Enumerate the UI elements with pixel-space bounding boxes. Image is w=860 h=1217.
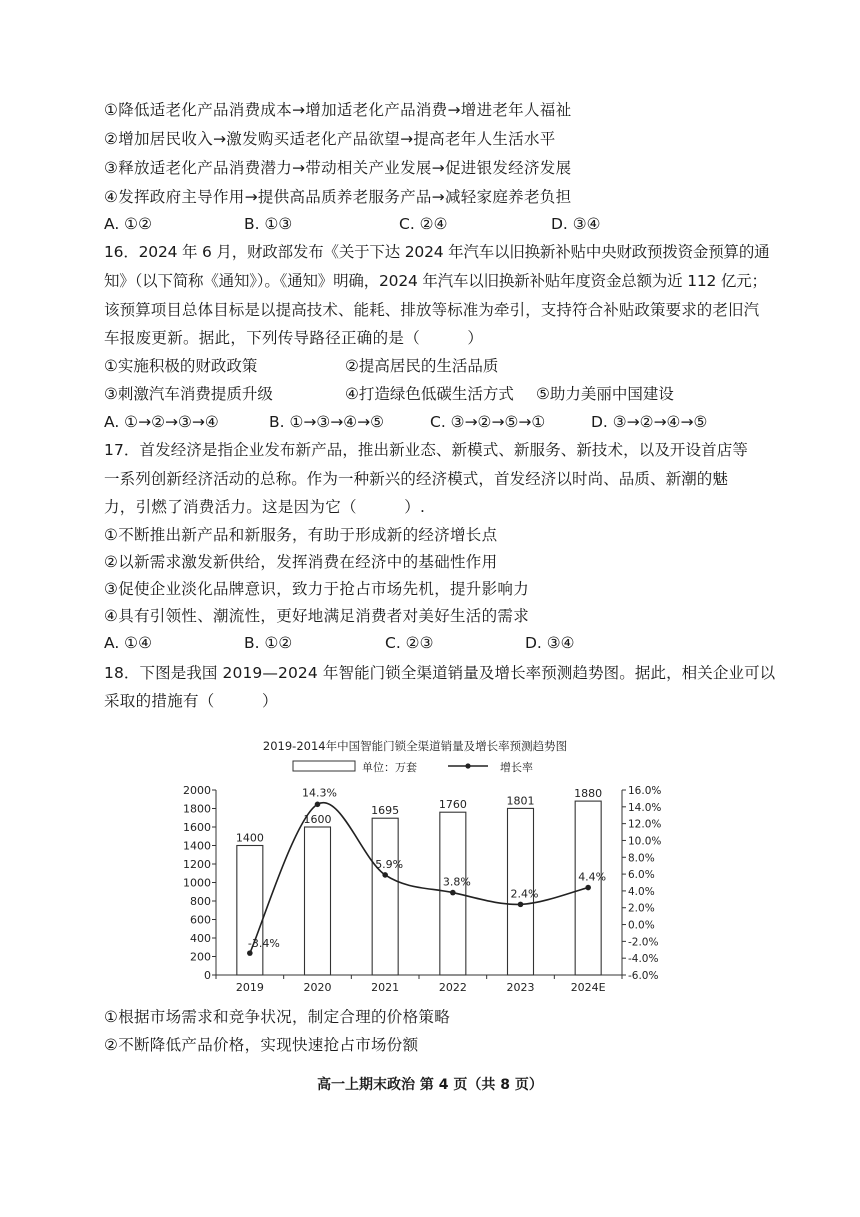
- sales-growth-chart: [170, 728, 690, 998]
- legend-line-label: 增长率: [500, 761, 533, 774]
- q16-stem-line-4: 车报废更新。据此，下列传导路径正确的是（ ）: [104, 329, 484, 347]
- q16-option-a[interactable]: A. ①→②→③→④: [104, 413, 219, 431]
- legend-line-marker: [465, 763, 470, 768]
- q17-item-3: ③促使企业淡化品牌意识，致力于抢占市场先机，提升影响力: [104, 580, 529, 598]
- bar-value-label: 1880: [574, 787, 603, 801]
- chart-title: 2019-2014年中国智能门锁全渠道销量及增长率预测趋势图: [262, 739, 568, 753]
- q16-item-1: ①实施积极的财政政策: [104, 357, 258, 375]
- growth-value-label: 3.8%: [442, 875, 471, 889]
- x-tick-label: 2021: [371, 981, 400, 994]
- q17-option-b[interactable]: B. ①②: [244, 634, 293, 652]
- q15-item-4: ④发挥政府主导作用→提供高品质养老服务产品→减轻家庭养老负担: [104, 188, 572, 206]
- bar: [305, 827, 331, 975]
- q17-option-a[interactable]: A. ①④: [104, 634, 152, 652]
- legend-bar-swatch: [293, 761, 355, 771]
- growth-value-label: 5.9%: [375, 857, 404, 871]
- left-tick-label: 2000: [183, 784, 211, 797]
- q15-item-2: ②增加居民收入→激发购买适老化产品欲望→提高老年人生活水平: [104, 130, 556, 148]
- growth-value-label: 2.4%: [510, 887, 539, 901]
- chart-legend: [293, 760, 533, 774]
- q16-option-c[interactable]: C. ③→②→⑤→①: [430, 413, 546, 431]
- left-tick-label: 400: [190, 932, 211, 945]
- chart-growth-line: [247, 801, 591, 955]
- q16-option-d[interactable]: D. ③→②→④→⑤: [591, 413, 708, 431]
- left-tick-label: 1200: [183, 858, 211, 871]
- q16-item-4: ④打造绿色低碳生活方式: [345, 385, 514, 403]
- q18-stem-line-2: 采取的措施有（ ）: [104, 692, 278, 710]
- q17-item-2: ②以新需求激发新供给，发挥消费在经济中的基础性作用: [104, 553, 498, 571]
- bar: [372, 818, 398, 975]
- q15-option-c[interactable]: C. ②④: [399, 215, 448, 233]
- right-tick-label: -4.0%: [628, 953, 659, 966]
- bar-value-label: 1695: [371, 804, 400, 818]
- right-tick-label: 8.0%: [628, 852, 655, 865]
- right-tick-label: 2.0%: [628, 902, 655, 915]
- left-tick-label: 600: [190, 913, 211, 927]
- q15-item-1: ①降低适老化产品消费成本→增加适老化产品消费→增进老年人福祉: [104, 101, 572, 119]
- chart-bar-labels: [236, 787, 602, 844]
- left-tick-label: 800: [190, 895, 211, 908]
- page-footer: 高一上期末政治 第 4 页（共 8 页）: [317, 1077, 543, 1093]
- chart-growth-labels: [248, 786, 606, 950]
- q15-item-3: ③释放适老化产品消费潜力→带动相关产业发展→促进银发经济发展: [104, 159, 572, 177]
- q15-option-b[interactable]: B. ①③: [244, 215, 293, 233]
- x-tick-label: 2024E: [570, 981, 606, 994]
- q17-item-1: ①不断推出新产品和新服务，有助于形成新的经济增长点: [104, 526, 498, 544]
- q16-stem-line-3: 该预算项目总体目标是以提高技术、能耗、排放等标准为牵引，支持符合补贴政策要求的老旧汽: [104, 301, 760, 319]
- q16-item-5: ⑤助力美丽中国建设: [536, 385, 674, 403]
- q17-option-c[interactable]: C. ②③: [385, 634, 434, 652]
- q16-stem-line-2: 知》（以下简称《通知》）。《通知》明确，2024 年汽车以旧换新补贴年度资金总额为近 112 亿元；: [104, 272, 767, 290]
- growth-point: [247, 950, 253, 956]
- growth-point: [450, 890, 456, 896]
- right-tick-label: 0.0%: [628, 919, 655, 932]
- legend-bar-label: 单位：万套: [362, 761, 417, 774]
- chart-x-labels: [236, 981, 606, 994]
- right-tick-label: 4.0%: [628, 885, 655, 898]
- bar-value-label: 1400: [235, 831, 264, 845]
- q16-item-2: ②提高居民的生活品质: [345, 357, 499, 375]
- left-tick-label: 1000: [183, 876, 211, 890]
- right-tick-label: 12.0%: [628, 818, 662, 831]
- bar-value-label: 1801: [506, 794, 535, 808]
- q18-item-1: ①根据市场需求和竞争状况，制定合理的价格策略: [104, 1008, 450, 1026]
- left-tick-label: 1800: [183, 802, 211, 816]
- q15-option-d[interactable]: D. ③④: [551, 215, 601, 233]
- x-tick-label: 2020: [303, 981, 332, 994]
- q16-item-3: ③刺激汽车消费提质升级: [104, 385, 273, 403]
- right-tick-label: 10.0%: [628, 835, 662, 848]
- left-tick-label: 1400: [183, 839, 211, 853]
- left-tick-label: 200: [190, 950, 211, 964]
- growth-point: [382, 872, 388, 878]
- q18-item-2: ②不断降低产品价格，实现快速抢占市场份额: [104, 1036, 419, 1054]
- growth-value-label: 14.3%: [302, 786, 337, 800]
- q16-stem-line-1: 16．2024 年 6 月，财政部发布《关于下达 2024 年汽车以旧换新补贴中央财政预拨资金预算的通: [104, 243, 770, 261]
- bar-value-label: 1760: [438, 798, 467, 812]
- right-tick-label: -6.0%: [628, 970, 659, 982]
- q15-option-a[interactable]: A. ①②: [104, 215, 152, 233]
- growth-value-label: 4.4%: [578, 870, 607, 884]
- q17-stem-line-3: 力，引燃了消费活力。这是因为它（ ）.: [104, 498, 426, 516]
- right-tick-label: 16.0%: [628, 785, 662, 797]
- q16-option-b[interactable]: B. ①→③→④→⑤: [269, 413, 385, 431]
- left-tick-label: 1600: [183, 821, 211, 834]
- growth-value-label: -3.4%: [247, 937, 280, 951]
- left-tick-label: 0: [204, 969, 211, 982]
- q17-item-4: ④具有引领性、潮流性，更好地满足消费者对美好生活的需求: [104, 607, 529, 625]
- right-tick-label: 6.0%: [628, 869, 655, 882]
- growth-point: [315, 801, 321, 807]
- q18-stem-line-1: 18．下图是我国 2019—2024 年智能门锁全渠道销量及增长率预测趋势图。据此，相关企业可以: [104, 664, 776, 682]
- q17-option-d[interactable]: D. ③④: [525, 634, 575, 652]
- growth-point: [518, 902, 524, 908]
- x-tick-label: 2019: [235, 981, 264, 994]
- q17-stem-line-1: 17．首发经济是指企业发布新产品，推出新业态、新模式、新服务、新技术，以及开设首店等: [104, 441, 748, 459]
- growth-point: [585, 885, 591, 891]
- right-tick-label: 14.0%: [628, 801, 662, 814]
- x-tick-label: 2022: [438, 981, 467, 994]
- right-tick-label: -2.0%: [628, 936, 659, 949]
- x-tick-label: 2023: [506, 981, 535, 994]
- bar-value-label: 1600: [303, 813, 332, 826]
- q17-stem-line-2: 一系列创新经济活动的总称。作为一种新兴的经济模式，首发经济以时尚、品质、新潮的魅: [104, 470, 729, 488]
